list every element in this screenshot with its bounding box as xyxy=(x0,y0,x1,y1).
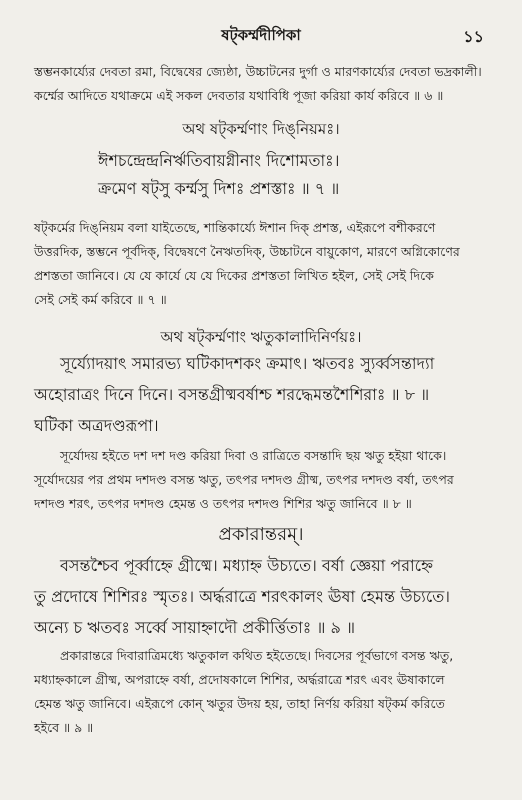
page-header xyxy=(0,24,522,48)
text-line: হেমন্ত ঋতু জানিবে। এইরূপে কোন্‌ ঋতুর উদয় হয়, তাহা নির্ণয় করিয়া ষট্‌কর্ম করিতে xyxy=(34,696,445,711)
intro-paragraph xyxy=(34,60,494,108)
verse-line: তু প্রদোষে শিশিরঃ স্মৃতঃ। অর্দ্ধরাত্রে শরৎকালং ঊষা হেমন্ত উচ্যতে। xyxy=(34,587,450,606)
commentary-paragraph xyxy=(34,444,494,516)
commentary-paragraph xyxy=(34,644,494,740)
text-line: উত্তরদিক, স্তম্ভনে পূর্বদিক্‌, বিদ্বেষণে নৈঋতদিক্‌, উচ্চাটনে বায়ুকোণ, মারণে অগ্নিকোণের xyxy=(34,244,460,259)
running-title: ষট্‌কর্ম্মদীপিকা xyxy=(221,26,301,44)
text-line: সূর্যোদয় হইতে দশ দশ দণ্ড করিয়া দিবা ও রাত্রিতে বসন্তাদি ছয় ঋতু হইয়া থাকে। xyxy=(60,448,447,463)
section-heading-prakarantaram: প্রকারান্তরম্‌। xyxy=(218,524,304,545)
text-line: সেই সেই কর্ম করিবে ॥ ৭ ॥ xyxy=(34,292,167,307)
text-line: প্রকারান্তরে দিবারাত্রিমধ্যে ঋতুকাল কথিত হইতেছে। দিবসের পূর্বভাগে বসন্ত ঋতু, xyxy=(60,648,454,663)
verse-line: অহোরাত্রং দিনে দিনে। বসন্তগ্রীষ্মবর্ষাশ্চ শরদ্ধেমন্তশৈশিরাঃ ॥ ৮ ॥ xyxy=(34,385,430,404)
section-heading-dik-niyama: অথ ষট্‌কর্ম্মণাং দিঙ্‌নিয়মঃ। xyxy=(182,120,340,138)
verse-line: বসন্তশ্চৈব পূর্ব্বাহ্নে গ্রীষ্মে। মধ্যাহ্ন উচ্যতে। বর্ষা জ্ঞেয়া পরাহ্নে xyxy=(60,556,433,575)
verse-line: ক্রমেণ ষট্‌সু কর্ম্মসু দিশঃ প্রশস্তাঃ ॥ ৭ ॥ xyxy=(98,179,340,198)
verse-line: সূর্য্যোদয়াৎ সমারভ্য ঘটিকাদশকং ক্রমাৎ। ঋতবঃ স্যুর্ব্বসন্তাদ্যা xyxy=(60,354,435,373)
text-line: দশদণ্ড শরৎ, তৎপর দশদণ্ড হেমন্ত ও তৎপর দশদণ্ড শিশির ঋতু জানিবে ॥ ৮ ॥ xyxy=(34,496,412,511)
verse-line: ঈশচন্দ্রেন্দ্রনির্ঋতিবায়গ্নীনাং দিশোমতাঃ। xyxy=(98,151,340,170)
text-line: সূর্যোদয়ের পর প্রথম দশদণ্ড বসন্ত ঋতু, তৎপর দশদণ্ড গ্রীষ্ম, তৎপর দশদণ্ড বর্ষা, তৎপর xyxy=(34,472,454,487)
verse-line: ঘটিকা অত্রদণ্ডরূপা। xyxy=(34,416,159,435)
verse-block xyxy=(34,550,494,643)
text-line: স্তম্ভনকার্য্যের দেবতা রমা, বিদ্বেষের জ্যেষ্ঠা, উচ্চাটনের দুর্গা ও মারণকার্য্যের দেবতা ভদ্রকালী। xyxy=(34,64,482,79)
text-line: প্রশস্ততা জানিবে। যে যে কার্যে যে যে দিকের প্রশস্ততা লিখিত হইল, সেই সেই দিকে xyxy=(34,268,434,283)
text-line: কর্ম্মের আদিতে যথাক্রমে এই সকল দেবতার যথাবিধি পূজা করিয়া কার্য করিবে ॥ ৬ ॥ xyxy=(34,88,444,103)
text-line: মধ্যাহ্নকালে গ্রীষ্ম, অপরাহ্নে বর্ষা, প্রদোষকালে শিশির, অর্দ্ধরাত্রে শরৎ এবং ঊষাকালে xyxy=(34,672,445,687)
verse-block xyxy=(34,348,494,441)
page-number: ১১ xyxy=(463,27,484,46)
text-line: ষট্‌কর্মের দিঙ্‌নিয়ম বলা যাইতেছে, শান্তিকার্য্যে ঈশান দিক্‌ প্রশস্ত, এইরূপে বশীকরণে xyxy=(34,220,436,235)
commentary-paragraph xyxy=(34,216,494,312)
text-line: হইবে ॥ ৯ ॥ xyxy=(34,720,94,735)
section-heading-ritukala: অথ ষট্‌কর্ম্মণাং ঋতুকালাদিনির্ণয়ঃ। xyxy=(160,328,362,346)
verse-line: অন্যে চ ঋতবঃ সর্ব্বে সায়াহ্নাদৌ প্রকীর্ত্তিতাঃ ॥ ৯ ॥ xyxy=(34,618,355,637)
